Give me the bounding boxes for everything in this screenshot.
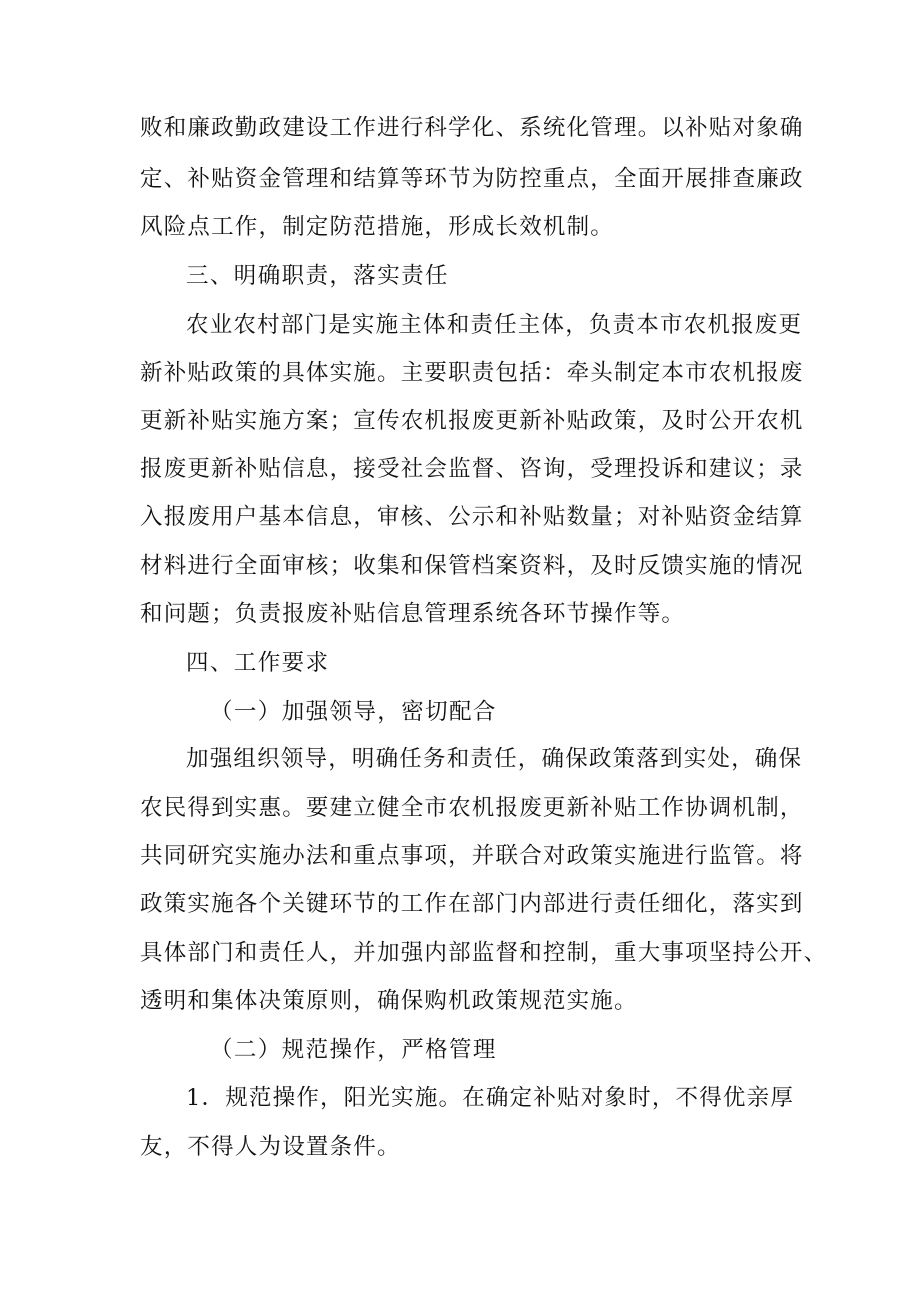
paragraph-line: 共同研究实施办法和重点事项，并联合对政策实施进行监管。将	[140, 843, 804, 869]
paragraph-line: 和问题；负责报废补贴信息管理系统各环节操作等。	[140, 601, 686, 627]
paragraph-line: 败和廉政勤政建设工作进行科学化、系统化管理。以补贴对象确	[140, 115, 804, 141]
paragraph-line: 1．规范操作，阳光实施。在确定补贴对象时，不得优亲厚	[186, 1085, 795, 1111]
paragraph-line: 加强组织领导，明确任务和责任，确保政策落到实处，确保	[186, 746, 803, 772]
paragraph-line: 友，不得人为设置条件。	[140, 1134, 401, 1160]
paragraph-line: 具体部门和责任人，并加强内部监督和控制，重大事项坚持公开、	[140, 940, 828, 966]
paragraph-line: 政策实施各个关键环节的工作在部门内部进行责任细化，落实到	[140, 891, 804, 917]
paragraph-line: 定、补贴资金管理和结算等环节为防控重点，全面开展排查廉政	[140, 166, 804, 192]
paragraph-line: 更新补贴实施方案；宣传农机报废更新补贴政策，及时公开农机	[140, 408, 804, 434]
paragraph-line: 风险点工作，制定防范措施，形成长效机制。	[140, 214, 615, 240]
paragraph-line: 农民得到实惠。要建立健全市农机报废更新补贴工作协调机制，	[140, 795, 804, 821]
paragraph-line: 材料进行全面审核；收集和保管档案资料，及时反馈实施的情况	[140, 553, 804, 579]
subsection-heading-1: （一）加强领导，密切配合	[210, 699, 497, 725]
paragraph-line: 报废更新补贴信息，接受社会监督、咨询，受理投诉和建议；录	[140, 456, 804, 482]
subsection-heading-2: （二）规范操作，严格管理	[210, 1037, 497, 1063]
section-heading-3: 三、明确职责，落实责任	[186, 263, 449, 289]
paragraph-line: 透明和集体决策原则，确保购机政策规范实施。	[140, 988, 638, 1014]
paragraph-line: 入报废用户基本信息，审核、公示和补贴数量；对补贴资金结算	[140, 504, 804, 530]
section-heading-4: 四、工作要求	[186, 650, 330, 676]
paragraph-line: 农业农村部门是实施主体和责任主体，负责本市农机报废更	[186, 312, 803, 338]
paragraph-line: 新补贴政策的具体实施。主要职责包括：牵头制定本市农机报废	[140, 360, 804, 386]
